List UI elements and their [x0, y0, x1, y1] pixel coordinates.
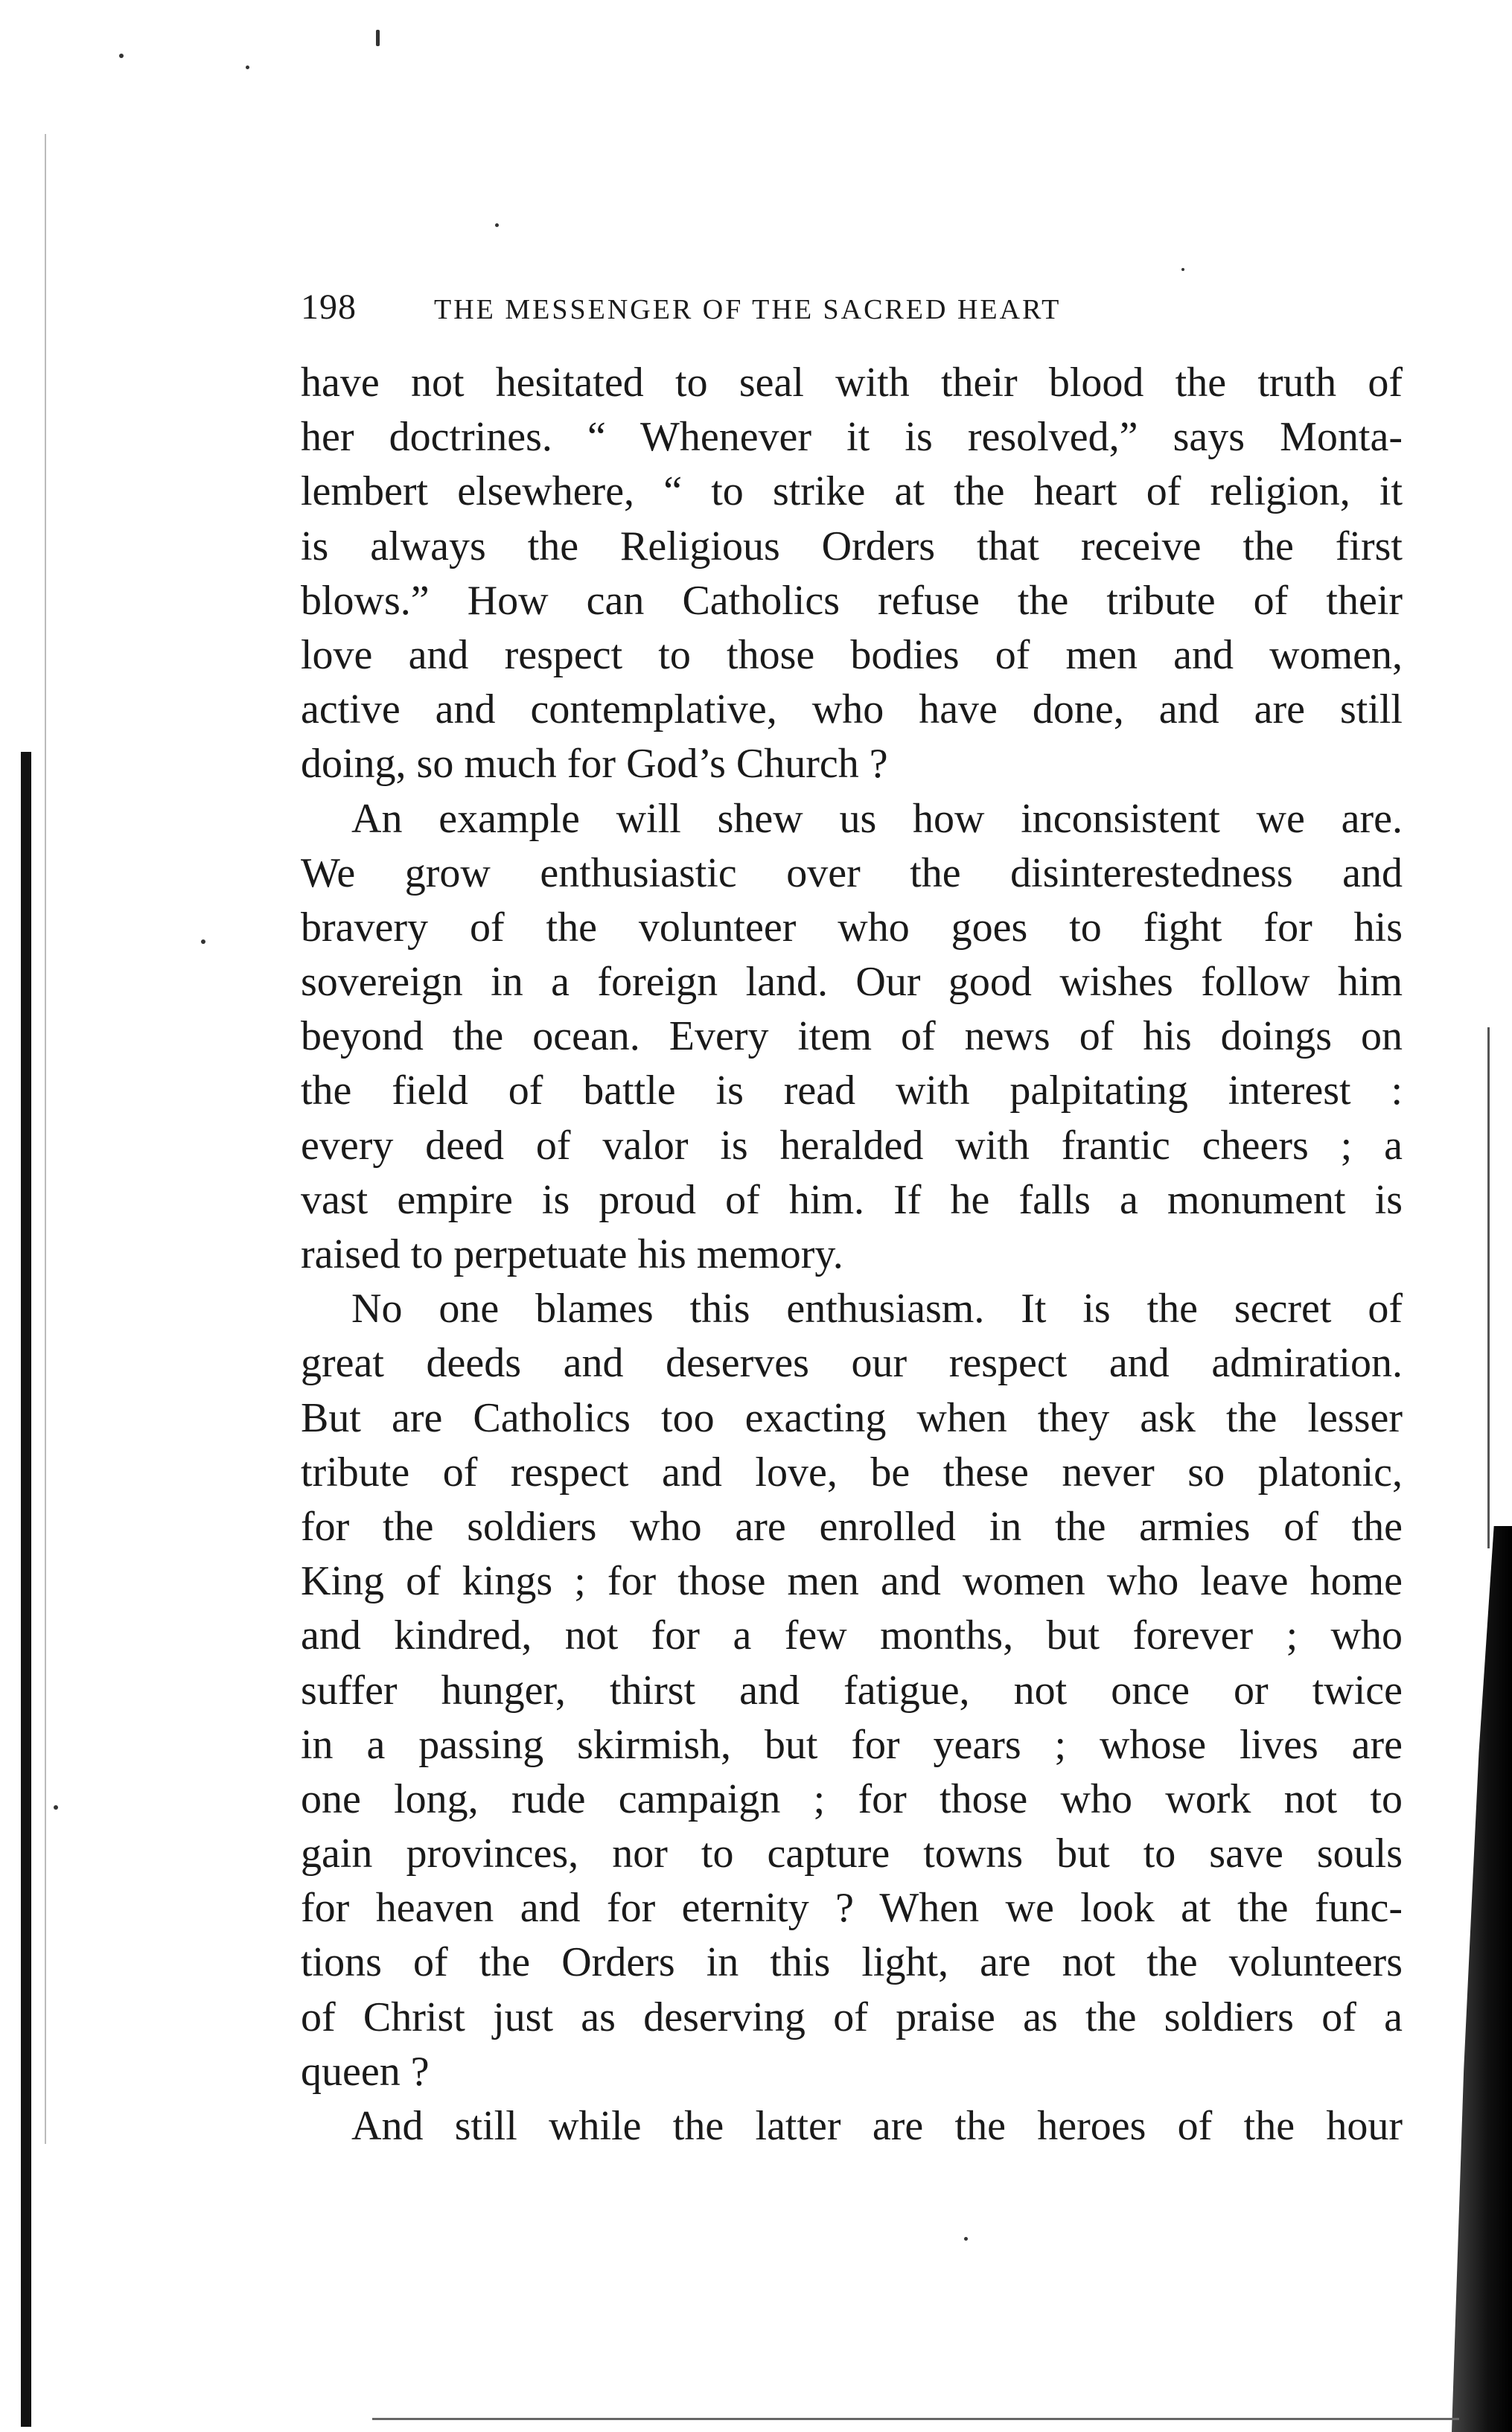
- scan-speck: [964, 2237, 968, 2241]
- text-line: raised to perpetuate his memory.: [301, 1231, 843, 1277]
- text-line: love and respect to those bodies of men and women,: [301, 631, 1403, 678]
- scan-right-edge-line: [1487, 1027, 1490, 1548]
- text-line: blows.” How can Catholics refuse the tribute of their: [301, 577, 1403, 624]
- text-line: We grow enthusiastic over the disinterestedness and: [301, 849, 1403, 896]
- scan-left-edge-shadow: [21, 752, 31, 2427]
- text-line: gain provinces, nor to capture towns but to save souls: [301, 1831, 1403, 1877]
- text-line: active and contemplative, who have done, and are still: [301, 686, 1403, 733]
- scan-speck: [246, 66, 249, 69]
- text-line: lembert elsewhere, “ to strike at the heart of religion, it: [301, 468, 1403, 515]
- scan-bottom-edge-line: [372, 2418, 1459, 2420]
- scan-speck: [119, 54, 124, 58]
- running-head-title: THE MESSENGER OF THE SACRED HEART: [434, 294, 1062, 325]
- page-number: 198: [301, 287, 357, 327]
- text-line: suffer hunger, thirst and fatigue, not once or twice: [301, 1667, 1403, 1714]
- text-line: King of kings ; for those men and women who leave home: [301, 1558, 1403, 1605]
- text-line: the field of battle is read with palpitating interest :: [301, 1067, 1403, 1114]
- text-line: tions of the Orders in this light, are not the volunteers: [301, 1939, 1403, 1986]
- text-line: and kindred, not for a few months, but forever ; who: [301, 1612, 1403, 1659]
- scan-speck: [495, 223, 499, 227]
- text-line: one long, rude campaign ; for those who work not to: [301, 1775, 1403, 1822]
- scan-speck: [1181, 268, 1184, 271]
- text-line: is always the Religious Orders that receive the first: [301, 523, 1403, 569]
- text-line: for heaven and for eternity ? When we look at the func-: [301, 1885, 1403, 1932]
- text-line: An example will shew us how inconsistent we are.: [351, 795, 1403, 842]
- text-line: bravery of the volunteer who goes to fight for his: [301, 904, 1403, 951]
- scan-speck: [376, 30, 380, 46]
- text-line: vast empire is proud of him. If he falls a monument is: [301, 1176, 1403, 1223]
- scan-right-edge-shadow: [1452, 1526, 1512, 2432]
- text-line: sovereign in a foreign land. Our good wishes follow him: [301, 959, 1403, 1006]
- text-line: But are Catholics too exacting when they ask the lesser: [301, 1394, 1403, 1441]
- text-line: tribute of respect and love, be these never so platonic,: [301, 1449, 1403, 1496]
- text-line: queen ?: [301, 2048, 430, 2095]
- body-text: [301, 356, 1403, 2154]
- text-line: of Christ just as deserving of praise as the soldiers of a: [301, 1994, 1403, 2040]
- running-header: [301, 287, 1417, 331]
- text-line: have not hesitated to seal with their blood the truth of: [301, 360, 1403, 406]
- text-line: doing, so much for God’s Church ?: [301, 741, 888, 788]
- text-line: And still while the latter are the heroes of the hour: [351, 2103, 1403, 2149]
- text-line: beyond the ocean. Every item of news of his doings on: [301, 1013, 1403, 1060]
- text-line: No one blames this enthusiasm. It is the secret of: [351, 1286, 1403, 1333]
- text-line: in a passing skirmish, but for years ; whose lives are: [301, 1721, 1403, 1768]
- text-line: every deed of valor is heralded with frantic cheers ; a: [301, 1122, 1403, 1169]
- text-line: for the soldiers who are enrolled in the armies of the: [301, 1503, 1403, 1550]
- scan-left-margin-line: [45, 134, 46, 2144]
- scan-speck: [54, 1805, 58, 1810]
- text-line: her doctrines. “ Whenever it is resolved,” says Monta-: [301, 414, 1403, 461]
- scan-speck: [201, 939, 205, 944]
- text-line: great deeds and deserves our respect and admiration.: [301, 1340, 1403, 1387]
